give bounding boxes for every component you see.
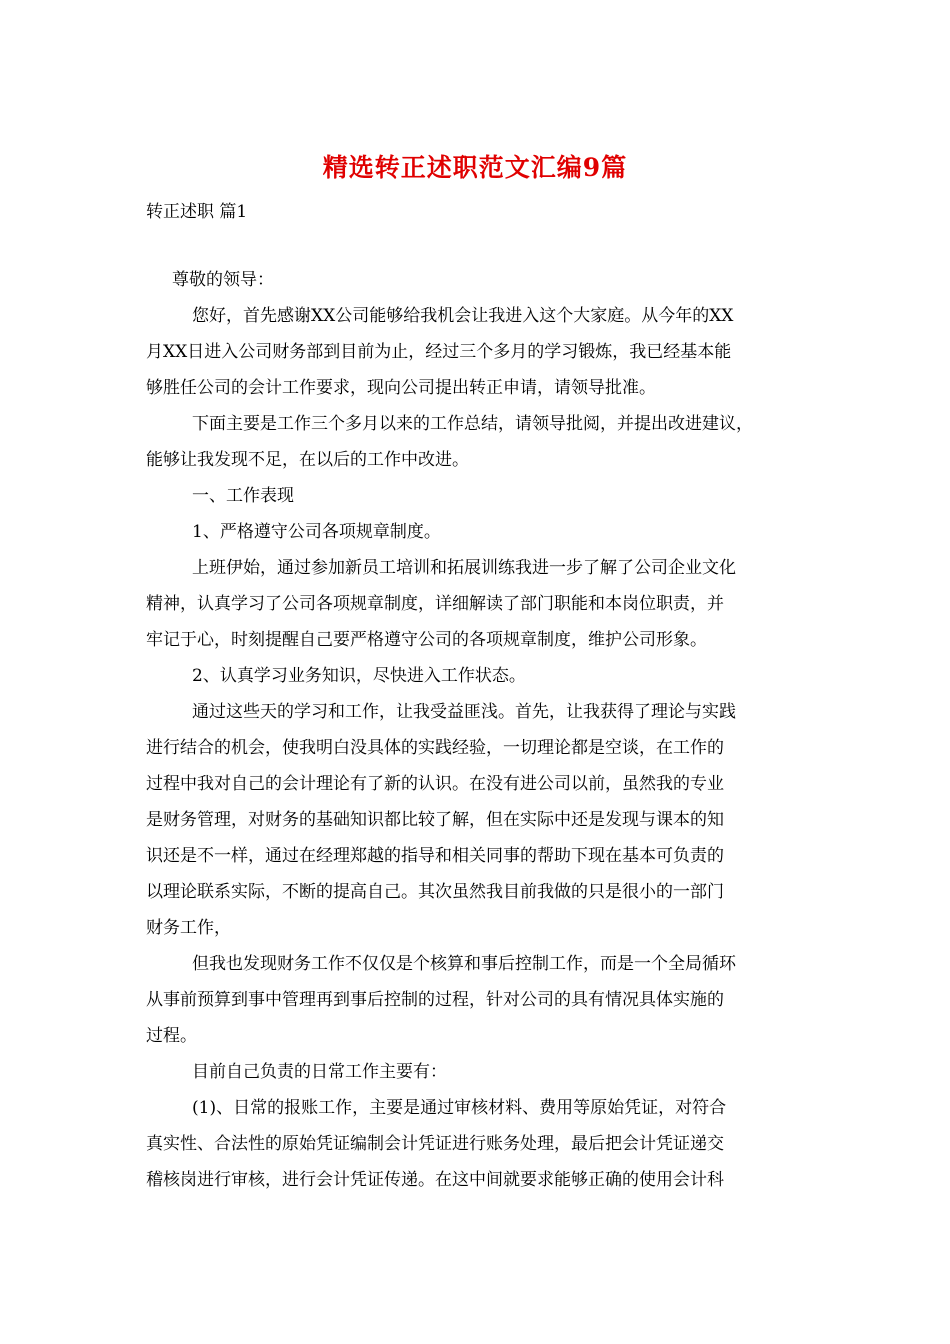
text-line: 1、严格遵守公司各项规章制度。 [192,522,441,542]
text-line: 过程中我对自己的会计理论有了新的认识。在没有进公司以前，虽然我的专业 [146,774,724,794]
text-line: 从事前预算到事中管理再到事后控制的过程，针对公司的具有情况具体实施的 [146,990,724,1010]
text-line: 通过这些天的学习和工作，让我受益匪浅。首先，让我获得了理论与实践 [192,702,736,722]
section-heading: 转正述职 篇1 [146,202,248,222]
text-line: 但我也发现财务工作不仅仅是个核算和事后控制工作，而是一个全局循环 [192,954,736,974]
text-line: 精神，认真学习了公司各项规章制度，详细解读了部门职能和本岗位职责，并 [146,594,724,614]
text-line: 上班伊始，通过参加新员工培训和拓展训练我进一步了解了公司企业文化 [192,558,736,578]
text-line: 下面主要是工作三个多月以来的工作总结，请领导批阅，并提出改进建议， [192,414,753,434]
text-line: 牢记于心，时刻提醒自己要严格遵守公司的各项规章制度，维护公司形象。 [146,630,707,650]
document-body [146,262,818,1198]
document-title: 精选转正述职范文汇编9篇 [322,153,628,182]
text-line: 过程。 [146,1026,197,1046]
text-line: 目前自己负责的日常工作主要有： [192,1062,447,1082]
text-line: 识还是不一样，通过在经理郑越的指导和相关同事的帮助下现在基本可负责的 [146,846,724,866]
text-line: 尊敬的领导： [172,270,274,290]
text-line: (1)、日常的报账工作，主要是通过审核材料、费用等原始凭证，对符合 [192,1098,727,1118]
text-line: 够胜任公司的会计工作要求，现向公司提出转正申请，请领导批准。 [146,378,656,398]
text-line: 财务工作， [146,918,231,938]
text-line: 稽核岗进行审核，进行会计凭证传递。在这中间就要求能够正确的使用会计科 [146,1170,724,1190]
text-line: 是财务管理，对财务的基础知识都比较了解，但在实际中还是发现与课本的知 [146,810,724,830]
text-line: 2、认真学习业务知识，尽快进入工作状态。 [192,666,526,686]
text-line: 您好，首先感谢XX公司能够给我机会让我进入这个大家庭。从今年的XX [192,306,734,326]
text-line: 以理论联系实际，不断的提高自己。其次虽然我目前我做的只是很小的一部门 [146,882,724,902]
text-line: 月XX日进入公司财务部到目前为止，经过三个多月的学习锻炼，我已经基本能 [146,342,732,362]
text-line: 一、工作表现 [192,486,294,506]
text-line: 进行结合的机会，使我明白没具体的实践经验，一切理论都是空谈，在工作的 [146,738,724,758]
text-line: 真实性、合法性的原始凭证编制会计凭证进行账务处理，最后把会计凭证递交 [146,1134,724,1154]
text-line: 能够让我发现不足，在以后的工作中改进。 [146,450,469,470]
